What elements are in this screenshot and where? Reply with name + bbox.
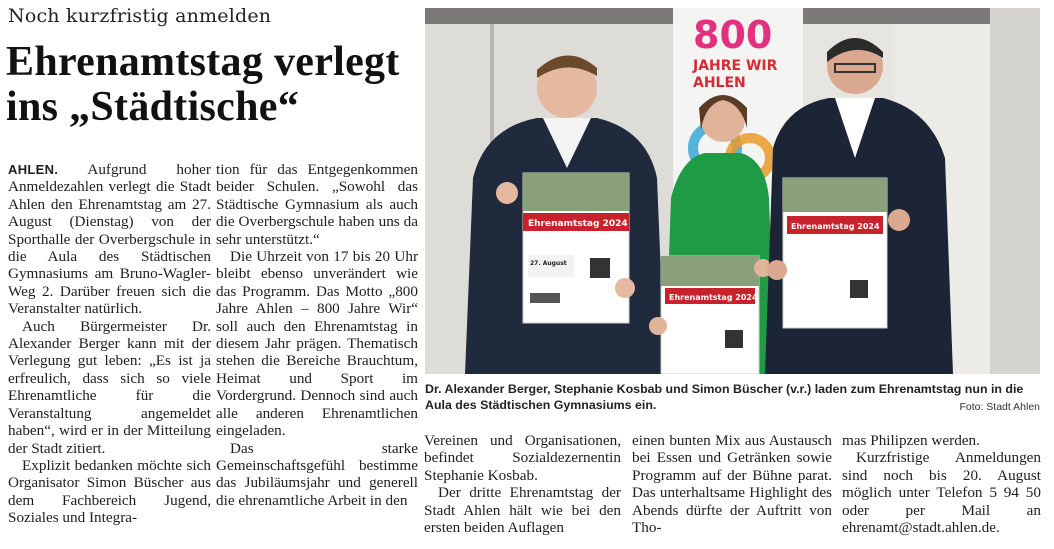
paragraph bbox=[8, 161, 211, 318]
article-column-5 bbox=[842, 432, 1041, 536]
paragraph-text: Aufgrund hoher Anmeldezahlen verlegt die Stadt Ahlen den Ehrenamtstag am 27. August (Dienstag) von der Sporthalle der Overbergschule in die Aula des Städtischen Gymnasiums am Bruno-Wagler-Weg 2. Darüber freuen sich die Veranstalter natürlich. bbox=[8, 161, 211, 318]
poster-date-left: 27. August bbox=[530, 260, 567, 267]
paragraph: mas Philipzen werden. bbox=[842, 432, 980, 449]
photo-credit: Foto: Stadt Ahlen bbox=[959, 401, 1040, 413]
headline-line-2: ins „Städtische“ bbox=[6, 84, 300, 130]
headline bbox=[6, 40, 411, 130]
banner-line-2: AHLEN bbox=[693, 75, 746, 91]
banner-line-1: JAHRE WIR bbox=[693, 58, 778, 74]
dateline: AHLEN. bbox=[8, 162, 59, 177]
paragraph: Auch Bürgermeister Dr. Alexander Berger kann mit der Verlegung gut leben: „Es ist ja erfreulich, dass sich so viele Ehrenamtliche für die Veranstaltung angemeldet haben“, wird er in der Mitteilung der Stadt zitiert. bbox=[8, 317, 211, 457]
paragraph: Der dritte Ehrenamtstag der Stadt Ahlen hält wie bei den ersten beiden Auflagen bbox=[424, 484, 621, 537]
poster-title-left: Ehrenamtstag 2024 bbox=[528, 219, 628, 229]
article-photo bbox=[425, 8, 1040, 374]
article-column-4 bbox=[632, 432, 832, 536]
paragraph: Die Uhrzeit von 17 bis 20 Uhr bleibt ebenso unverändert wie das Programm. Das Motto „800 Jahre Ahlen – 800 Jahre Wir“ soll auch den Ehrenamtstag in diesem Jahr prägen. Thematisch stehen die Bereiche Brauchtum, Heimat und Sport im Vordergrund. Dennoch sind auch alle anderen Ehrenamtlichen eingeladen. bbox=[216, 248, 418, 440]
headline-line-1: Ehrenamtstag verlegt bbox=[6, 39, 400, 85]
banner-number: 800 bbox=[693, 13, 773, 57]
paragraph: Vereinen und Organisationen, befindet Sozialdezernentin Stephanie Kosbab. bbox=[424, 432, 621, 484]
poster-title-middle: Ehrenamtstag 2024 bbox=[669, 293, 758, 302]
paragraph: Explizit bedanken möchte sich Organisator Simon Büscher aus dem Fachbereich Jugend, Soziales und Integra- bbox=[8, 456, 211, 527]
paragraph: tion für das Entgegenkommen beider Schulen. „Sowohl das Städtische Gymnasium als auch die Overbergschule haben uns da sehr unterstützt.“ bbox=[216, 161, 418, 248]
paragraph: Kurzfristige Anmeldungen sind noch bis 20. August möglich unter Telefon 5 94 50 oder per Mail an ehrenamt@stadt.ahlen.de. bbox=[842, 449, 1041, 537]
photo-illustration bbox=[425, 8, 1040, 374]
poster-title-right: Ehrenamtstag 2024 bbox=[791, 222, 880, 231]
article-column-2 bbox=[216, 161, 418, 509]
paragraph: einen bunten Mix aus Austausch bei Essen und Getränken sowie Programm auf der Bühne parat. Das unterhaltsame Highlight des Abends dürfte der Auftritt von Tho- bbox=[632, 432, 832, 537]
article-column-3 bbox=[424, 432, 621, 536]
kicker: Noch kurzfristig anmelden bbox=[8, 5, 272, 27]
paragraph: Das starke Gemeinschaftsgefühl bestimme das Jubiläumsjahr und generell die ehrenamtliche Arbeit in den bbox=[216, 439, 418, 509]
photo-caption: Dr. Alexander Berger, Stephanie Kosbab und Simon Büscher (v.r.) laden zum Ehrenamtstag nun in die Aula des Städtischen Gymnasiums ein. bbox=[425, 382, 1024, 412]
article-column-1 bbox=[8, 161, 211, 527]
